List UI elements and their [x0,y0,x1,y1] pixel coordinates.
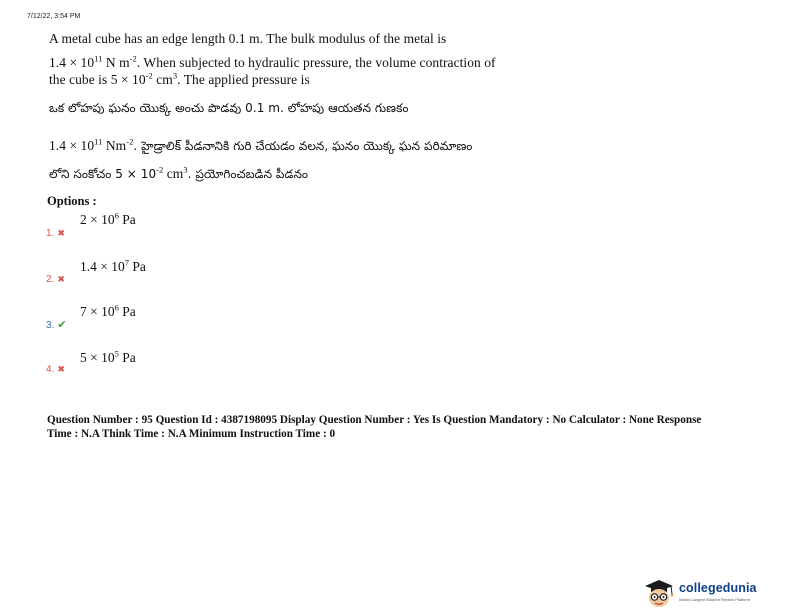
exponent: 3 [183,164,188,175]
option-1-number [46,228,65,239]
option-1-text [80,212,136,228]
graduate-mascot-icon [641,578,677,608]
cross-icon: ✖ [57,364,65,374]
question-telugu-line-2 [49,138,472,154]
question-english-line-1 [49,31,446,46]
question-english-line-2 [49,55,496,70]
question-text-telugu: ఒక లోహపు ఘనం యొక్క అంచు పొడవు 0.1 m. లోహపు ఆయతన గుణకం [49,101,409,115]
exponent: -2 [156,164,164,175]
option-number: 4. [46,364,55,375]
question-text: 1.4 × 10 [49,55,95,70]
exponent: 6 [114,302,119,313]
logo-tagline: India's Largest Student Review Platform [679,597,751,602]
option-4-number [46,364,65,375]
options-heading: Options : [47,194,97,208]
exponent: -2 [129,53,137,64]
option-unit: Pa [118,212,136,227]
question-text: 1.4 × 10 [49,138,95,153]
option-number: 1. [46,228,55,239]
print-timestamp: 7/12/22, 3:54 PM [27,13,81,20]
option-value: 2 × 10 [80,212,115,227]
question-text: the cube is 5 × 10 [49,72,146,87]
exponent: 3 [172,70,178,81]
unit: cm [163,166,184,181]
question-text: A metal cube has an edge length 0.1 m. The bulk modulus of the metal is [49,31,447,46]
question-text: . When subjected to hydraulic pressure, the volume contraction of [136,55,496,70]
exponent: -2 [145,70,153,81]
metadata-line: Question Number : 95 Question Id : 4387198095 Display Question Number : Yes Is Question Mandatory : No Calculator : None Response [47,414,702,426]
option-unit: Pa [129,259,146,274]
unit: cm [152,72,173,87]
option-value: 5 × 10 [80,350,115,365]
option-unit: Pa [118,304,136,319]
question-text-telugu: . ప్రయోగించబడిన పీడనం [187,167,309,181]
option-unit: Pa [118,350,136,365]
question-text-telugu: లోని సంకోచం 5 × 10 [49,167,157,181]
exponent: 6 [114,210,119,221]
exponent: 11 [94,136,103,147]
option-4-text [80,350,136,366]
unit: N m [102,55,130,70]
option-number: 3. [46,320,55,331]
checkmark-icon: ✔ [57,319,67,331]
option-2-number [46,274,65,285]
logo-wordmark: collegedunia [679,581,757,595]
cross-icon: ✖ [57,228,65,238]
cross-icon: ✖ [57,274,65,284]
option-value: 1.4 × 10 [80,259,125,274]
collegedunia-logo [641,578,791,608]
exponent: 11 [94,53,103,64]
option-3-text [80,304,136,320]
question-telugu-line-3 [49,166,308,182]
metadata-line: Time : N.A Think Time : N.A Minimum Instruction Time : 0 [47,427,336,440]
option-2-text [80,259,146,275]
question-metadata [47,414,767,441]
unit: Nm [102,138,127,153]
question-text: . The applied pressure is [177,72,310,87]
exponent: 7 [124,257,129,268]
option-number: 2. [46,274,55,285]
option-3-number [46,318,67,331]
exponent: 5 [114,348,119,359]
question-telugu-line-1 [49,100,408,116]
question-english-line-3 [49,72,310,87]
question-text-telugu: . హైడ్రాలిక్ పీడనానికి గురి చేయడం వలన, ఘనం యొక్క ఘన పరిమాణం [133,139,473,153]
option-value: 7 × 10 [80,304,115,319]
exponent: -2 [126,136,134,147]
